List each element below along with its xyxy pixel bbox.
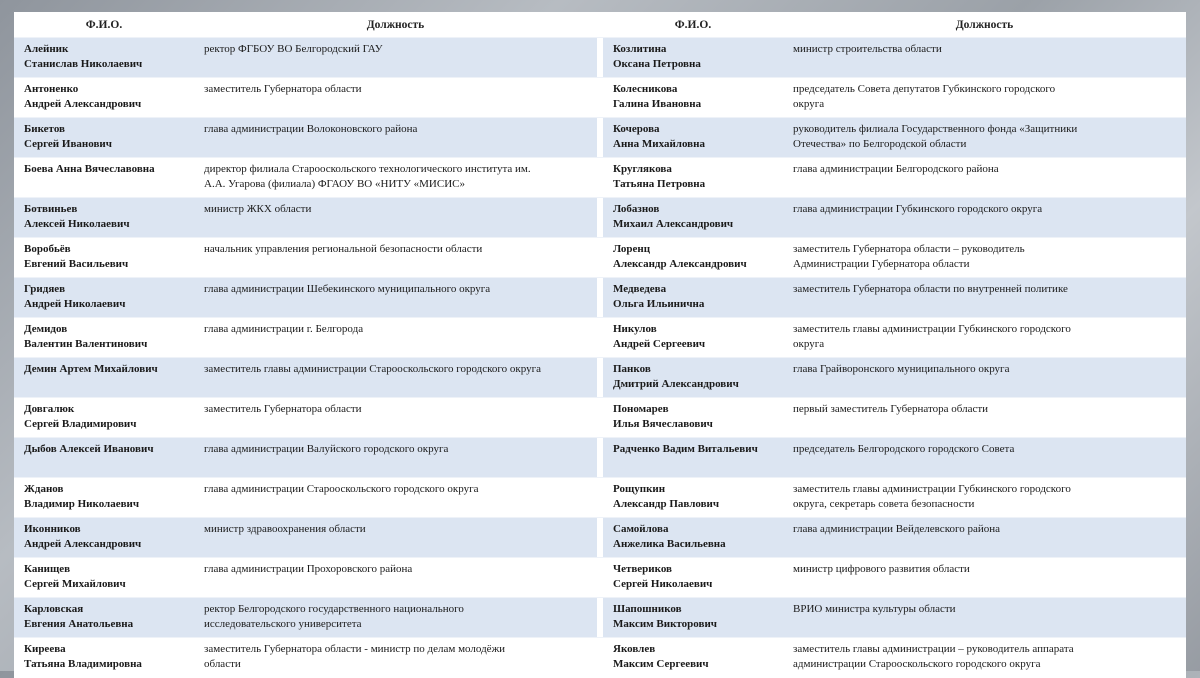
- person-position-right-line: министр цифрового развития области: [793, 563, 970, 575]
- person-name-right-line: Яковлев: [613, 643, 656, 655]
- person-name-left-line: Евгения Анатольевна: [24, 618, 134, 630]
- header-position-right: Должность: [783, 12, 1186, 38]
- person-position-right: [783, 38, 1186, 78]
- person-position-right-line: округа: [793, 98, 825, 110]
- header-position-left: Должность: [194, 12, 597, 38]
- person-name-left-line: Демин Артем Михайлович: [24, 363, 158, 375]
- person-position-left: [194, 158, 597, 198]
- person-name-left-line: Сергей Владимирович: [24, 418, 137, 430]
- person-name-right-line: Анна Михайловна: [613, 138, 705, 150]
- person-name-right-line: Панков: [613, 363, 651, 375]
- person-name-left-line: Дыбов Алексей Иванович: [24, 443, 154, 455]
- person-position-right-line: Администрации Губернатора области: [793, 258, 970, 270]
- person-name-left: [14, 358, 194, 398]
- person-position-left-line: глава администрации Шебекинского муниципального округа: [204, 283, 491, 295]
- person-name-right-line: Рощупкин: [613, 483, 666, 495]
- person-name-right-line: Дмитрий Александрович: [613, 378, 739, 390]
- person-name-right-line: Колесникова: [613, 83, 678, 95]
- person-name-left: [14, 558, 194, 598]
- person-position-left-line: ректор ФГБОУ ВО Белгородский ГАУ: [204, 43, 383, 55]
- person-position-right: [783, 198, 1186, 238]
- person-name-left-line: Демидов: [24, 323, 68, 335]
- person-position-left-line: исследовательского университета: [204, 618, 362, 630]
- person-position-left: [194, 558, 597, 598]
- person-position-left: [194, 398, 597, 438]
- person-name-left: [14, 598, 194, 638]
- table-row: [14, 78, 1186, 118]
- person-name-right: [603, 158, 783, 198]
- person-position-right-line: ВРИО министра культуры области: [793, 603, 956, 615]
- person-name-right-line: Никулов: [613, 323, 657, 335]
- person-position-left-line: глава администрации Старооскольского городского округа: [204, 483, 479, 495]
- person-name-left-line: Андрей Александрович: [24, 538, 142, 550]
- person-name-right-line: Лобазнов: [613, 203, 660, 215]
- person-position-left-line: заместитель главы администрации Старооскольского городского округа: [204, 363, 541, 375]
- person-position-right-line: заместитель главы администрации Губкинского городского: [793, 323, 1071, 335]
- person-name-right: [603, 38, 783, 78]
- person-position-right: [783, 478, 1186, 518]
- person-name-right-line: Галина Ивановна: [613, 98, 702, 110]
- person-name-left-line: Сергей Иванович: [24, 138, 112, 150]
- person-position-right-line: глава Грайворонского муниципального округа: [793, 363, 1010, 375]
- table-row: [14, 558, 1186, 598]
- person-name-left-line: Иконников: [24, 523, 81, 535]
- table-row: [14, 638, 1186, 678]
- person-name-left-line: Владимир Николаевич: [24, 498, 140, 510]
- person-position-right: [783, 278, 1186, 318]
- person-name-left: [14, 238, 194, 278]
- person-name-right-line: Ольга Ильинична: [613, 298, 705, 310]
- person-position-left-line: министр здравоохранения области: [204, 523, 366, 535]
- person-name-left: [14, 158, 194, 198]
- person-position-right-line: первый заместитель Губернатора области: [793, 403, 989, 415]
- person-name-left-line: Андрей Николаевич: [24, 298, 126, 310]
- roster-body: [14, 38, 1186, 678]
- document-page: [14, 12, 1186, 671]
- person-position-right-line: заместитель главы администрации Губкинского городского: [793, 483, 1071, 495]
- person-name-left-line: Боева Анна Вячеславовна: [24, 163, 155, 175]
- person-position-right-line: глава администрации Вейделевского района: [793, 523, 1001, 535]
- person-position-left-line: А.А. Угарова (филиала) ФГАОУ ВО «НИТУ «МИСИС»: [204, 178, 465, 190]
- person-name-right-line: Михаил Александрович: [613, 218, 734, 230]
- person-position-right-line: председатель Белгородского городского Совета: [793, 443, 1015, 455]
- person-position-left-line: заместитель Губернатора области: [204, 83, 362, 95]
- person-name-right: [603, 598, 783, 638]
- person-position-right-line: министр строительства области: [793, 43, 942, 55]
- person-name-right-line: Оксана Петровна: [613, 58, 701, 70]
- person-name-right: [603, 638, 783, 678]
- person-position-right-line: округа: [793, 338, 825, 350]
- person-position-right: [783, 398, 1186, 438]
- person-position-left: [194, 598, 597, 638]
- person-name-left-line: Алексей Николаевич: [24, 218, 130, 230]
- person-name-left-line: Киреева: [24, 643, 66, 655]
- table-row: [14, 478, 1186, 518]
- table-row: [14, 38, 1186, 78]
- person-position-right: [783, 318, 1186, 358]
- person-position-left-line: глава администрации Прохоровского района: [204, 563, 413, 575]
- person-name-right-line: Самойлова: [613, 523, 669, 535]
- person-name-right: [603, 238, 783, 278]
- person-name-left-line: Алейник: [24, 43, 69, 55]
- person-name-left: [14, 398, 194, 438]
- person-name-right-line: Татьяна Петровна: [613, 178, 706, 190]
- table-row: [14, 438, 1186, 478]
- person-position-left: [194, 358, 597, 398]
- person-name-left-line: Ботвиньев: [24, 203, 78, 215]
- person-name-left: [14, 478, 194, 518]
- person-name-right: [603, 398, 783, 438]
- person-position-left: [194, 438, 597, 478]
- table-row: [14, 358, 1186, 398]
- header-row: [14, 12, 1186, 38]
- person-name-right-line: Максим Сергеевич: [613, 658, 709, 670]
- person-position-left: [194, 238, 597, 278]
- person-name-right-line: Радченко Вадим Витальевич: [613, 443, 758, 455]
- person-position-left: [194, 78, 597, 118]
- person-position-right: [783, 158, 1186, 198]
- person-position-right-line: администрации Старооскольского городского округа: [793, 658, 1041, 670]
- table-row: [14, 118, 1186, 158]
- person-name-right: [603, 278, 783, 318]
- person-position-left: [194, 118, 597, 158]
- person-name-right: [603, 118, 783, 158]
- person-position-right: [783, 358, 1186, 398]
- person-name-left-line: Евгений Васильевич: [24, 258, 129, 270]
- person-name-right-line: Лоренц: [613, 243, 651, 255]
- person-position-right: [783, 438, 1186, 478]
- person-position-left-line: заместитель Губернатора области - министр по делам молодёжи: [204, 643, 506, 655]
- person-position-left: [194, 638, 597, 678]
- person-name-right: [603, 478, 783, 518]
- person-position-right: [783, 78, 1186, 118]
- person-position-right: [783, 598, 1186, 638]
- person-name-left: [14, 638, 194, 678]
- table-row: [14, 318, 1186, 358]
- person-name-right-line: Александр Александрович: [613, 258, 747, 270]
- person-name-left-line: Жданов: [24, 483, 64, 495]
- person-position-right-line: заместитель Губернатора области – руководитель: [793, 243, 1025, 255]
- person-position-left: [194, 38, 597, 78]
- person-name-right-line: Круглякова: [613, 163, 672, 175]
- person-position-left: [194, 198, 597, 238]
- person-position-left: [194, 318, 597, 358]
- person-position-left-line: ректор Белгородского государственного национального: [204, 603, 464, 615]
- person-name-left-line: Довгалюк: [24, 403, 75, 415]
- person-name-right-line: Четвериков: [613, 563, 672, 575]
- person-name-left-line: Гридяев: [24, 283, 66, 295]
- person-name-right: [603, 438, 783, 478]
- person-name-left-line: Татьяна Владимировна: [24, 658, 142, 670]
- person-name-left-line: Станислав Николаевич: [24, 58, 143, 70]
- person-position-left: [194, 518, 597, 558]
- person-position-left: [194, 278, 597, 318]
- person-position-right-line: глава администрации Губкинского городского округа: [793, 203, 1043, 215]
- person-name-left: [14, 518, 194, 558]
- person-name-left-line: Антоненко: [24, 83, 79, 95]
- person-name-left: [14, 318, 194, 358]
- person-name-right-line: Медведева: [613, 283, 667, 295]
- person-position-right-line: заместитель главы администрации – руководитель аппарата: [793, 643, 1074, 655]
- person-name-right: [603, 198, 783, 238]
- person-position-right-line: заместитель Губернатора области по внутренней политике: [793, 283, 1068, 295]
- person-name-left-line: Валентин Валентинович: [24, 338, 148, 350]
- person-position-left-line: глава администрации Валуйского городского округа: [204, 443, 449, 455]
- person-position-left-line: области: [204, 658, 241, 670]
- person-name-left: [14, 438, 194, 478]
- person-position-left-line: заместитель Губернатора области: [204, 403, 362, 415]
- table-row: [14, 278, 1186, 318]
- person-position-right-line: председатель Совета депутатов Губкинского городского: [793, 83, 1056, 95]
- header-name-right: Ф.И.О.: [603, 12, 783, 38]
- person-name-left: [14, 78, 194, 118]
- header-name-left: Ф.И.О.: [14, 12, 194, 38]
- person-position-right-line: руководитель филиала Государственного фонда «Защитники: [793, 123, 1078, 135]
- person-name-left: [14, 38, 194, 78]
- person-name-left-line: Воробьёв: [24, 243, 71, 255]
- person-position-left-line: министр ЖКХ области: [204, 203, 312, 215]
- person-position-left-line: директор филиала Старооскольского технологического института им.: [204, 163, 531, 175]
- table-row: [14, 398, 1186, 438]
- person-name-right-line: Анжелика Васильевна: [613, 538, 726, 550]
- person-name-left-line: Бикетов: [24, 123, 65, 135]
- person-position-left-line: глава администрации Волоконовского района: [204, 123, 418, 135]
- person-name-right: [603, 518, 783, 558]
- person-position-left-line: начальник управления региональной безопасности области: [204, 243, 483, 255]
- person-position-right: [783, 558, 1186, 598]
- person-name-left-line: Сергей Михайлович: [24, 578, 126, 590]
- person-name-right-line: Пономарев: [613, 403, 669, 415]
- person-name-left-line: Карловская: [24, 603, 84, 615]
- person-name-right-line: Сергей Николаевич: [613, 578, 713, 590]
- person-name-right: [603, 558, 783, 598]
- person-position-right: [783, 638, 1186, 678]
- person-name-left: [14, 118, 194, 158]
- person-name-right: [603, 318, 783, 358]
- person-name-left-line: Андрей Александрович: [24, 98, 142, 110]
- person-position-right: [783, 518, 1186, 558]
- person-name-left: [14, 198, 194, 238]
- person-name-right: [603, 78, 783, 118]
- person-name-right: [603, 358, 783, 398]
- person-position-right-line: округа, секретарь совета безопасности: [793, 498, 975, 510]
- person-position-left: [194, 478, 597, 518]
- person-position-right: [783, 238, 1186, 278]
- person-position-left-line: глава администрации г. Белгорода: [204, 323, 364, 335]
- person-name-right-line: Максим Викторович: [613, 618, 718, 630]
- table-row: [14, 518, 1186, 558]
- person-name-left: [14, 278, 194, 318]
- roster-table: [14, 12, 1186, 678]
- person-name-right-line: Андрей Сергеевич: [613, 338, 706, 350]
- person-position-right-line: Отечества» по Белгородской области: [793, 138, 967, 150]
- person-name-right-line: Кочерова: [613, 123, 660, 135]
- person-position-right: [783, 118, 1186, 158]
- table-row: [14, 598, 1186, 638]
- table-row: [14, 198, 1186, 238]
- person-name-right-line: Шапошников: [613, 603, 682, 615]
- person-name-right-line: Александр Павлович: [613, 498, 720, 510]
- person-position-right-line: глава администрации Белгородского района: [793, 163, 999, 175]
- person-name-left-line: Канищев: [24, 563, 71, 575]
- person-name-right-line: Козлитина: [613, 43, 667, 55]
- table-row: [14, 238, 1186, 278]
- table-row: [14, 158, 1186, 198]
- person-name-right-line: Илья Вячеславович: [613, 418, 713, 430]
